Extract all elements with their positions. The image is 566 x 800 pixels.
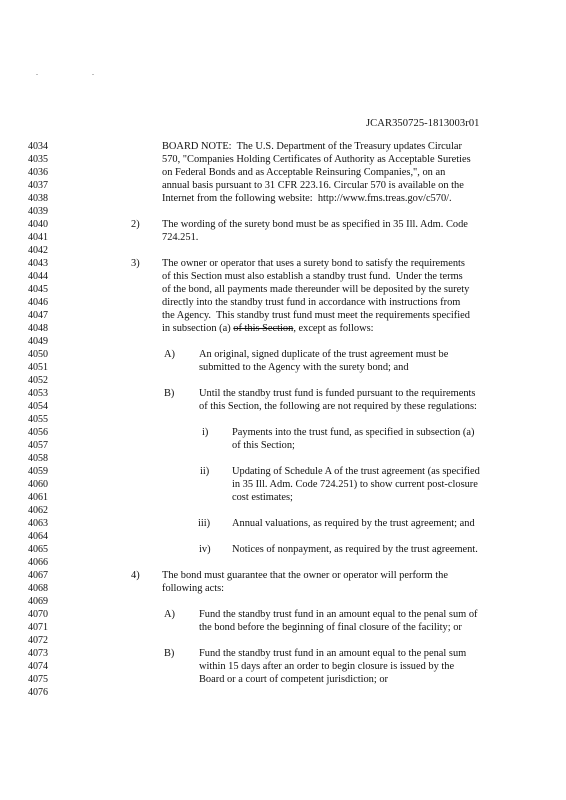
item-line: Fund the standby trust fund in an amount equal to the penal sum	[199, 648, 467, 659]
item-line: Payments into the trust fund, as specified in subsection (a)	[232, 427, 475, 438]
line-number: 4036	[28, 167, 48, 178]
item-line: 724.251.	[162, 232, 199, 243]
line-number: 4035	[28, 154, 48, 165]
item-label: iii)	[198, 518, 211, 529]
item-line: Fund the standby trust fund in an amount equal to the penal sum of	[199, 609, 478, 620]
item-label: B)	[164, 388, 175, 399]
board-note-line: Internet from the following website: http://www.fms.treas.gov/c570/.	[162, 193, 452, 204]
line-number: 4049	[28, 336, 48, 347]
board-note-line: 570, "Companies Holding Certificates of Authority as Acceptable Sureties	[162, 154, 471, 165]
item-text: , except as follows:	[293, 323, 374, 334]
line-number: 4063	[28, 518, 48, 529]
document-code: JCAR350725-1813003r01	[366, 118, 480, 129]
line-number: 4037	[28, 180, 48, 191]
item-line: the bond before the beginning of final closure of the facility; or	[199, 622, 462, 633]
line-number: 4073	[28, 648, 48, 659]
item-line: Notices of nonpayment, as required by the trust agreement.	[232, 544, 478, 555]
item-line: The bond must guarantee that the owner or operator will perform the	[162, 570, 448, 581]
deleted-text: of this Section	[233, 323, 294, 334]
item-line: Board or a court of competent jurisdiction; or	[199, 674, 388, 685]
line-number: 4048	[28, 323, 48, 334]
line-number: 4058	[28, 453, 48, 464]
item-label: A)	[164, 349, 175, 360]
line-number: 4062	[28, 505, 48, 516]
line-number: 4069	[28, 596, 48, 607]
item-label: iv)	[199, 544, 211, 555]
item-line: The wording of the surety bond must be as specified in 35 Ill. Adm. Code	[162, 219, 468, 230]
item-line: Updating of Schedule A of the trust agreement (as specified	[232, 466, 480, 477]
line-number: 4074	[28, 661, 48, 672]
item-label: 3)	[131, 258, 140, 269]
item-line: of the bond, all payments made thereunder will be deposited by the surety	[162, 284, 470, 295]
line-number: 4072	[28, 635, 48, 646]
item-line: An original, signed duplicate of the trust agreement must be	[199, 349, 449, 360]
line-number: 4042	[28, 245, 48, 256]
line-number: 4059	[28, 466, 48, 477]
line-number: 4055	[28, 414, 48, 425]
line-number: 4053	[28, 388, 48, 399]
item-line: directly into the standby trust fund in accordance with instructions from	[162, 297, 461, 308]
item-line: Until the standby trust fund is funded pursuant to the requirements	[199, 388, 476, 399]
line-number: 4045	[28, 284, 48, 295]
item-label: B)	[164, 648, 175, 659]
line-number: 4051	[28, 362, 48, 373]
line-number: 4047	[28, 310, 48, 321]
line-number: 4039	[28, 206, 48, 217]
item-line: within 15 days after an order to begin closure is issued by the	[199, 661, 455, 672]
line-number: 4066	[28, 557, 48, 568]
line-number: 4057	[28, 440, 48, 451]
item-line	[162, 322, 374, 335]
item-line: Annual valuations, as required by the trust agreement; and	[232, 518, 475, 529]
line-number: 4067	[28, 570, 48, 581]
line-number: 4044	[28, 271, 48, 282]
line-number: 4060	[28, 479, 48, 490]
line-number: 4076	[28, 687, 48, 698]
item-label: A)	[164, 609, 175, 620]
item-line: following acts:	[162, 583, 225, 594]
item-line: the Agency. This standby trust fund must meet the requirements specified	[162, 310, 470, 321]
board-note-line: BOARD NOTE: The U.S. Department of the Treasury updates Circular	[162, 141, 462, 152]
board-note-line: annual basis pursuant to 31 CFR 223.16. Circular 570 is available on the	[162, 180, 464, 191]
item-line: of this Section, the following are not required by these regulations:	[199, 401, 477, 412]
item-label: 4)	[131, 570, 140, 581]
line-number: 4075	[28, 674, 48, 685]
line-number: 4070	[28, 609, 48, 620]
board-note-line: on Federal Bonds and as Acceptable Reinsuring Companies,", on an	[162, 167, 446, 178]
line-number: 4064	[28, 531, 48, 542]
line-number: 4041	[28, 232, 48, 243]
line-number: 4068	[28, 583, 48, 594]
line-number: 4050	[28, 349, 48, 360]
item-line: cost estimates;	[232, 492, 293, 503]
line-number: 4052	[28, 375, 48, 386]
item-line: of this Section must also establish a standby trust fund. Under the terms	[162, 271, 463, 282]
line-number: 4071	[28, 622, 48, 633]
line-number: 4061	[28, 492, 48, 503]
item-text: in subsection (a)	[162, 323, 234, 334]
item-label: i)	[202, 427, 209, 438]
line-number: 4054	[28, 401, 48, 412]
item-line: in 35 Ill. Adm. Code 724.251) to show current post-closure	[232, 479, 478, 490]
line-number: 4056	[28, 427, 48, 438]
item-line: The owner or operator that uses a surety bond to satisfy the requirements	[162, 258, 465, 269]
line-number: 4038	[28, 193, 48, 204]
item-label: 2)	[131, 219, 140, 230]
line-number: 4046	[28, 297, 48, 308]
line-number: 4040	[28, 219, 48, 230]
item-label: ii)	[200, 466, 210, 477]
scan-specks: . .	[36, 68, 120, 77]
line-number: 4065	[28, 544, 48, 555]
line-number: 4043	[28, 258, 48, 269]
item-line: of this Section;	[232, 440, 295, 451]
line-number: 4034	[28, 141, 48, 152]
item-line: submitted to the Agency with the surety bond; and	[199, 362, 409, 373]
